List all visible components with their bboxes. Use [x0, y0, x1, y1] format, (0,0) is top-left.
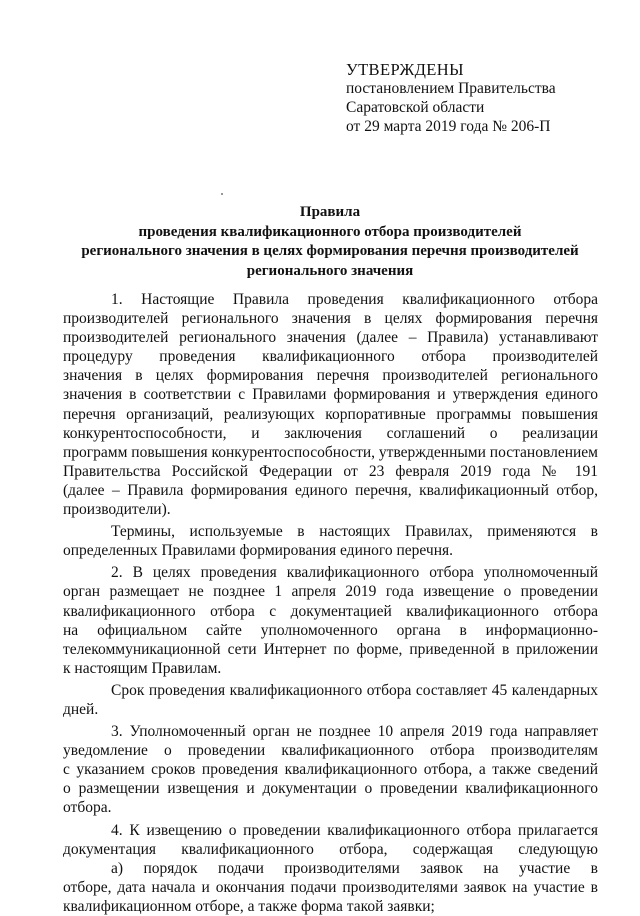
paragraph-line: Термины, используемые в настоящих Правилах, применяются в [111, 523, 598, 541]
paragraph-line: производители). [63, 501, 171, 519]
paragraph-line: определенных Правилами формирования единого перечня. [63, 542, 454, 560]
paragraph-line: производителей регионального значения в целях формирования перечня [63, 310, 598, 328]
paragraph-line: к настоящим Правилам. [63, 659, 222, 677]
paragraph-line: с указанием сроков проведения квалификационного отбора, а также сведений [63, 761, 598, 779]
paragraph-line: документация квалификационного отбора, содержащая следующую [63, 840, 598, 858]
paragraph-line: уведомление о проведении квалификационного отбора производителям [63, 742, 598, 760]
paragraph-line: отборе, дата начала и окончания подачи производителями заявок на участие в [63, 878, 598, 896]
approval-line: Саратовской области [346, 99, 485, 116]
paragraph-line: орган размещает не позднее 1 апреля 2019 года извещение о проведении [63, 583, 598, 601]
scan-speck [221, 193, 223, 195]
paragraph-line: 3. Уполномоченный орган не позднее 10 апреля 2019 года направляет [111, 723, 598, 741]
paragraph-line: Срок проведения квалификационного отбора составляет 45 календарных [111, 681, 598, 699]
document-title [60, 203, 600, 281]
approval-line: постановлением Правительства [346, 80, 556, 97]
title-line: проведения квалификационного отбора производителей [138, 223, 522, 240]
document-body [63, 290, 598, 916]
paragraph-line: дней. [63, 700, 99, 718]
paragraph-line: телекоммуникационной сети Интернет по форме, приведенной в приложении [63, 640, 598, 658]
paragraph-line: 4. К извещению о проведении квалификационного отбора прилагается [111, 821, 598, 839]
approval-block [346, 60, 556, 136]
approval-date-number: от 29 марта 2019 года № 206-П [346, 118, 551, 135]
paragraph-line: конкурентоспособности, и заключения соглашений о реализации [63, 424, 598, 442]
paragraph-line: а) порядок подачи производителями заявок на участие в [111, 859, 598, 877]
approval-heading: УТВЕРЖДЕНЫ [346, 60, 464, 79]
paragraph-line: отбора. [63, 799, 112, 817]
title-line: регионального значения [246, 262, 414, 279]
paragraph-line: 2. В целях проведения квалификационного отбора уполномоченный [111, 564, 598, 582]
paragraph-line: 1. Настоящие Правила проведения квалификационного отбора [111, 291, 598, 308]
paragraph-line: (далее – Правила формирования единого перечня, квалификационный отбор, [63, 481, 598, 499]
paragraph-line: перечня организаций, реализующих корпоративные программы повышения [63, 405, 598, 423]
paragraph-line: процедуру проведения квалификационного отбора производителей [63, 348, 598, 366]
paragraph-line: значения в целях формирования перечня производителей регионального [63, 367, 598, 385]
title-line: Правила [299, 204, 361, 220]
paragraph-line: о размещении извещения и документации о проведении квалификационного [63, 780, 598, 798]
paragraph-line: значения в соответствии с Правилами формирования и утверждения единого [63, 386, 598, 404]
paragraph-line: Правительства Российской Федерации от 23 февраля 2019 года № 191 [63, 462, 598, 480]
paragraph-line: квалификационном отборе, а также форма такой заявки; [63, 897, 435, 915]
paragraph-line: на официальном сайте уполномоченного органа в информационно- [63, 621, 598, 639]
paragraph-line: программ повышения конкурентоспособности, утвержденными постановлением [63, 443, 598, 461]
paragraph-line: производителей регионального значения (далее – Правила) устанавливают [63, 329, 598, 347]
title-line: регионального значения в целях формирования перечня производителей [81, 243, 579, 259]
paragraph-line: квалификационного отбора с документацией квалификационного отбора [63, 602, 598, 620]
